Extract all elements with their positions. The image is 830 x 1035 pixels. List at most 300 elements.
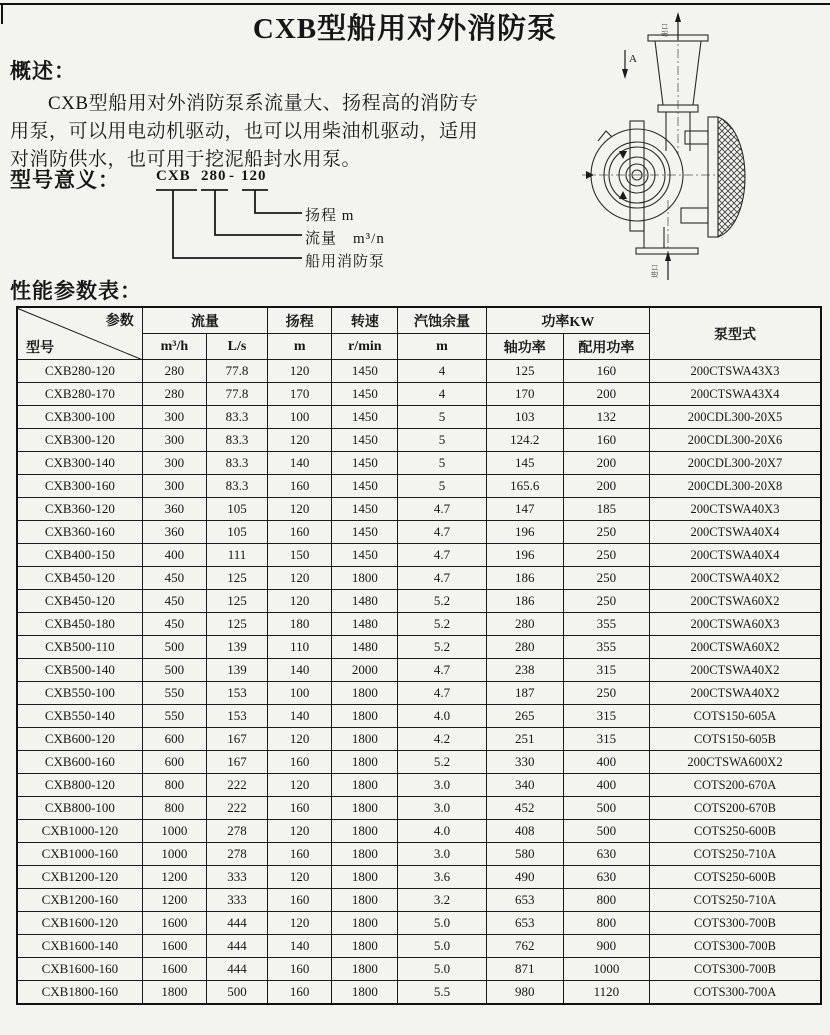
table-cell: 120 <box>268 567 332 590</box>
table-row <box>17 429 821 452</box>
table-cell: 800 <box>563 912 649 935</box>
table-cell: 5.2 <box>398 613 486 636</box>
table-cell: 186 <box>486 590 563 613</box>
performance-table <box>16 306 822 1005</box>
table-cell: COTS300-700B <box>650 912 821 935</box>
table-cell: 600 <box>142 751 206 774</box>
table-cell: 160 <box>563 360 649 383</box>
table-cell: 165.6 <box>486 475 563 498</box>
table-cell: CXB550-100 <box>17 682 142 705</box>
table-cell: 1800 <box>332 567 398 590</box>
table-cell: 3.6 <box>398 866 486 889</box>
table-cell: 5 <box>398 429 486 452</box>
table-cell: 200CDL300-20X7 <box>650 452 821 475</box>
table-cell: 355 <box>563 613 649 636</box>
table-row <box>17 360 821 383</box>
rated-power-header: 配用功率 <box>563 334 649 360</box>
table-cell: 4.7 <box>398 567 486 590</box>
table-cell: 278 <box>206 843 267 866</box>
table-cell: 4.0 <box>398 705 486 728</box>
table-cell: 4.7 <box>398 682 486 705</box>
table-cell: 153 <box>206 682 267 705</box>
table-cell: 1800 <box>332 751 398 774</box>
table-cell: 200 <box>563 452 649 475</box>
table-cell: COTS250-710A <box>650 843 821 866</box>
table-cell: 200CTSWA40X2 <box>650 567 821 590</box>
table-cell: 653 <box>486 912 563 935</box>
table-cell: 550 <box>142 705 206 728</box>
table-cell: CXB450-120 <box>17 590 142 613</box>
table-cell: 1800 <box>332 889 398 912</box>
table-cell: 5.2 <box>398 636 486 659</box>
table-cell: 120 <box>268 429 332 452</box>
table-cell: COTS200-670B <box>650 797 821 820</box>
table-row <box>17 498 821 521</box>
table-cell: 800 <box>142 774 206 797</box>
unit-m3h: m³/h <box>142 334 206 360</box>
table-cell: 1800 <box>332 958 398 981</box>
table-cell: 500 <box>142 636 206 659</box>
table-cell: CXB300-160 <box>17 475 142 498</box>
table-cell: CXB500-140 <box>17 659 142 682</box>
table-cell: 550 <box>142 682 206 705</box>
table-cell: 140 <box>268 659 332 682</box>
model-label-series: 船用消防泵 <box>305 254 386 270</box>
table-cell: 186 <box>486 567 563 590</box>
page-title: CXB型船用对外消防泵 <box>252 13 558 45</box>
table-cell: 315 <box>563 728 649 751</box>
table-cell: 120 <box>268 590 332 613</box>
table-row <box>17 843 821 866</box>
table-cell: 500 <box>563 820 649 843</box>
table-cell: 140 <box>268 705 332 728</box>
table-row <box>17 981 821 1005</box>
table-cell: 900 <box>563 935 649 958</box>
table-cell: 4 <box>398 360 486 383</box>
table-cell: 160 <box>268 797 332 820</box>
table-cell: 160 <box>563 429 649 452</box>
table-cell: 200CTSWA40X2 <box>650 659 821 682</box>
table-cell: 196 <box>486 521 563 544</box>
shaft-power-header: 轴功率 <box>486 334 563 360</box>
table-cell: 132 <box>563 406 649 429</box>
overview-heading: 概述： <box>10 59 76 83</box>
table-cell: 444 <box>206 935 267 958</box>
table-cell: 300 <box>142 452 206 475</box>
table-cell: 140 <box>268 935 332 958</box>
table-cell: CXB1200-160 <box>17 889 142 912</box>
table-cell: 1600 <box>142 935 206 958</box>
unit-head-m: m <box>268 334 332 360</box>
table-cell: 4.7 <box>398 544 486 567</box>
table-cell: 103 <box>486 406 563 429</box>
table-cell: 1800 <box>332 820 398 843</box>
table-cell: 355 <box>563 636 649 659</box>
table-cell: CXB450-180 <box>17 613 142 636</box>
model-label-head: 扬程 m <box>305 208 355 224</box>
table-cell: 1120 <box>563 981 649 1005</box>
table-cell: 200CTSWA60X2 <box>650 590 821 613</box>
table-cell: CXB360-160 <box>17 521 142 544</box>
table-cell: 1800 <box>142 981 206 1005</box>
table-cell: 1450 <box>332 429 398 452</box>
table-cell: 120 <box>268 774 332 797</box>
table-cell: 1450 <box>332 544 398 567</box>
table-row <box>17 889 821 912</box>
table-row <box>17 866 821 889</box>
overview-text-line: CXB型船用对外消防泵系流量大、扬程高的消防专 <box>48 93 479 114</box>
table-cell: 160 <box>268 889 332 912</box>
table-cell: 105 <box>206 498 267 521</box>
table-cell: 1000 <box>563 958 649 981</box>
table-cell: 408 <box>486 820 563 843</box>
table-cell: COTS250-710A <box>650 889 821 912</box>
table-cell: 200CDL300-20X8 <box>650 475 821 498</box>
table-cell: 167 <box>206 751 267 774</box>
table-cell: 600 <box>142 728 206 751</box>
table-cell: 265 <box>486 705 563 728</box>
table-cell: 333 <box>206 889 267 912</box>
table-cell: 3.2 <box>398 889 486 912</box>
table-cell: CXB600-160 <box>17 751 142 774</box>
pump-technical-drawing <box>578 5 824 295</box>
table-cell: 139 <box>206 636 267 659</box>
table-cell: 444 <box>206 958 267 981</box>
table-cell: 1800 <box>332 705 398 728</box>
table-row <box>17 406 821 429</box>
table-cell: 200CTSWA40X4 <box>650 544 821 567</box>
table-cell: COTS200-670A <box>650 774 821 797</box>
table-cell: 500 <box>563 797 649 820</box>
table-cell: 3.0 <box>398 774 486 797</box>
table-cell: 83.3 <box>206 475 267 498</box>
table-cell: 500 <box>206 981 267 1005</box>
table-cell: CXB1800-160 <box>17 981 142 1005</box>
table-cell: 153 <box>206 705 267 728</box>
table-cell: 1200 <box>142 866 206 889</box>
pump-type-col-header: 泵型式 <box>650 307 821 360</box>
table-row <box>17 774 821 797</box>
model-code-series: CXB <box>156 168 191 184</box>
table-cell: 360 <box>142 498 206 521</box>
table-cell: CXB550-140 <box>17 705 142 728</box>
table-cell: 5 <box>398 406 486 429</box>
table-cell: 200CTSWA40X4 <box>650 521 821 544</box>
table-cell: CXB500-110 <box>17 636 142 659</box>
table-cell: 1450 <box>332 521 398 544</box>
table-cell: 120 <box>268 912 332 935</box>
table-cell: COTS300-700B <box>650 935 821 958</box>
table-header <box>17 307 821 360</box>
table-cell: 4.0 <box>398 820 486 843</box>
table-cell: 1480 <box>332 636 398 659</box>
table-cell: 170 <box>486 383 563 406</box>
table-cell: COTS250-600B <box>650 866 821 889</box>
section-view-label: A <box>629 53 637 65</box>
table-cell: CXB360-120 <box>17 498 142 521</box>
table-cell: 200CTSWA60X2 <box>650 636 821 659</box>
table-cell: 5.0 <box>398 935 486 958</box>
table-cell: 630 <box>563 843 649 866</box>
table-cell: CXB1600-140 <box>17 935 142 958</box>
table-row <box>17 705 821 728</box>
table-cell: 160 <box>268 843 332 866</box>
table-cell: 762 <box>486 935 563 958</box>
table-cell: 1480 <box>332 613 398 636</box>
table-cell: 3.0 <box>398 843 486 866</box>
table-cell: CXB300-120 <box>17 429 142 452</box>
table-cell: 100 <box>268 682 332 705</box>
model-label-flow: 流量 m³/n <box>305 231 385 247</box>
table-cell: COTS300-700B <box>650 958 821 981</box>
table-cell: 450 <box>142 590 206 613</box>
table-cell: 280 <box>486 613 563 636</box>
table-cell: 1800 <box>332 728 398 751</box>
table-cell: 200CTSWA43X4 <box>650 383 821 406</box>
table-row <box>17 728 821 751</box>
inlet-arrow-label: 进口 <box>651 264 659 278</box>
table-cell: 120 <box>268 728 332 751</box>
corner-cell <box>17 307 142 360</box>
table-cell: 160 <box>268 521 332 544</box>
table-cell: 1200 <box>142 889 206 912</box>
table-cell: 250 <box>563 590 649 613</box>
table-row <box>17 521 821 544</box>
corner-model-label: 型号 <box>26 341 54 356</box>
table-cell: 300 <box>142 429 206 452</box>
power-group-header: 功率KW <box>486 307 649 334</box>
table-cell: COTS150-605A <box>650 705 821 728</box>
table-cell: 300 <box>142 475 206 498</box>
table-cell: 1000 <box>142 820 206 843</box>
table-cell: 83.3 <box>206 452 267 475</box>
table-cell: 125 <box>206 567 267 590</box>
table-cell: CXB400-150 <box>17 544 142 567</box>
table-cell: 83.3 <box>206 406 267 429</box>
table-cell: CXB800-100 <box>17 797 142 820</box>
table-cell: 1450 <box>332 498 398 521</box>
overview-text-line: 对消防供水，也可用于挖泥船封水用泵。 <box>10 149 362 170</box>
table-cell: 1600 <box>142 958 206 981</box>
table-cell: 1800 <box>332 866 398 889</box>
table-cell: 105 <box>206 521 267 544</box>
unit-npsh-m: m <box>398 334 486 360</box>
model-code-callout-lines <box>140 160 450 275</box>
table-cell: 1000 <box>142 843 206 866</box>
table-cell: 125 <box>486 360 563 383</box>
table-cell: 1800 <box>332 797 398 820</box>
table-cell: 5.0 <box>398 912 486 935</box>
table-cell: 1450 <box>332 475 398 498</box>
table-cell: 1600 <box>142 912 206 935</box>
table-cell: 139 <box>206 659 267 682</box>
table-cell: 444 <box>206 912 267 935</box>
table-cell: 120 <box>268 866 332 889</box>
table-cell: CXB800-120 <box>17 774 142 797</box>
table-cell: CXB280-170 <box>17 383 142 406</box>
page-left-edge-mark <box>1 4 3 24</box>
table-cell: 83.3 <box>206 429 267 452</box>
table-cell: 452 <box>486 797 563 820</box>
table-cell: 3.0 <box>398 797 486 820</box>
table-cell: CXB1000-120 <box>17 820 142 843</box>
table-cell: 200CTSWA600X2 <box>650 751 821 774</box>
table-cell: 160 <box>268 958 332 981</box>
table-cell: 147 <box>486 498 563 521</box>
table-row <box>17 544 821 567</box>
table-cell: 450 <box>142 567 206 590</box>
table-cell: 300 <box>142 406 206 429</box>
table-cell: 5.2 <box>398 751 486 774</box>
table-cell: 160 <box>268 751 332 774</box>
table-cell: 140 <box>268 452 332 475</box>
table-row <box>17 613 821 636</box>
table-cell: 200CTSWA40X2 <box>650 682 821 705</box>
table-row <box>17 797 821 820</box>
table-cell: COTS300-700A <box>650 981 821 1005</box>
table-cell: 200CDL300-20X6 <box>650 429 821 452</box>
unit-rmin: r/min <box>332 334 398 360</box>
table-cell: 200 <box>563 475 649 498</box>
model-code-separator: - <box>229 168 235 184</box>
table-cell: 5.0 <box>398 958 486 981</box>
table-row <box>17 935 821 958</box>
table-row <box>17 452 821 475</box>
table-cell: 653 <box>486 889 563 912</box>
table-cell: 280 <box>142 383 206 406</box>
table-cell: 280 <box>486 636 563 659</box>
table-cell: 1450 <box>332 383 398 406</box>
table-row <box>17 383 821 406</box>
table-cell: 222 <box>206 774 267 797</box>
table-cell: 180 <box>268 613 332 636</box>
table-cell: 980 <box>486 981 563 1005</box>
table-cell: 77.8 <box>206 360 267 383</box>
table-cell: CXB1200-120 <box>17 866 142 889</box>
table-cell: 185 <box>563 498 649 521</box>
table-cell: CXB1000-160 <box>17 843 142 866</box>
table-cell: 1800 <box>332 981 398 1005</box>
table-cell: CXB600-120 <box>17 728 142 751</box>
npsh-col-header: 汽蚀余量 <box>398 307 486 334</box>
table-cell: 124.2 <box>486 429 563 452</box>
table-cell: 4 <box>398 383 486 406</box>
table-cell: 125 <box>206 613 267 636</box>
table-row <box>17 636 821 659</box>
table-cell: 111 <box>206 544 267 567</box>
model-code-head: 120 <box>241 168 267 184</box>
table-row <box>17 958 821 981</box>
table-cell: 125 <box>206 590 267 613</box>
table-cell: 238 <box>486 659 563 682</box>
table-cell: 4.2 <box>398 728 486 751</box>
table-cell: 490 <box>486 866 563 889</box>
table-cell: 871 <box>486 958 563 981</box>
table-cell: 5 <box>398 452 486 475</box>
table-cell: 77.8 <box>206 383 267 406</box>
table-cell: 200CTSWA60X3 <box>650 613 821 636</box>
table-cell: 330 <box>486 751 563 774</box>
head-col-header: 扬程 <box>268 307 332 334</box>
param-table-body <box>17 360 821 1005</box>
table-cell: 360 <box>142 521 206 544</box>
table-cell: 1800 <box>332 682 398 705</box>
table-cell: 187 <box>486 682 563 705</box>
table-cell: 5.5 <box>398 981 486 1005</box>
overview-text-line: 用泵，可以用电动机驱动，也可以用柴油机驱动，适用 <box>10 121 479 142</box>
table-cell: 1450 <box>332 360 398 383</box>
table-cell: 100 <box>268 406 332 429</box>
table-cell: 250 <box>563 521 649 544</box>
table-cell: 150 <box>268 544 332 567</box>
table-cell: 200 <box>563 383 649 406</box>
table-cell: 315 <box>563 659 649 682</box>
table-cell: 160 <box>268 475 332 498</box>
table-cell: 167 <box>206 728 267 751</box>
table-row <box>17 912 821 935</box>
table-cell: COTS150-605B <box>650 728 821 751</box>
speed-col-header: 转速 <box>332 307 398 334</box>
table-cell: 120 <box>268 360 332 383</box>
table-cell: 4.7 <box>398 521 486 544</box>
table-cell: 580 <box>486 843 563 866</box>
performance-table-heading: 性能参数表： <box>10 279 142 303</box>
table-cell: 250 <box>563 682 649 705</box>
flow-group-header: 流量 <box>142 307 267 334</box>
table-cell: 400 <box>563 751 649 774</box>
table-cell: 500 <box>142 659 206 682</box>
table-cell: 196 <box>486 544 563 567</box>
model-code-flow: 280 <box>201 168 227 184</box>
table-row <box>17 659 821 682</box>
table-cell: 1480 <box>332 590 398 613</box>
table-cell: 160 <box>268 981 332 1005</box>
table-cell: 5.2 <box>398 590 486 613</box>
table-cell: 315 <box>563 705 649 728</box>
table-cell: CXB450-120 <box>17 567 142 590</box>
table-cell: CXB300-100 <box>17 406 142 429</box>
table-cell: 250 <box>563 567 649 590</box>
table-cell: 1800 <box>332 935 398 958</box>
table-cell: 280 <box>142 360 206 383</box>
table-cell: 110 <box>268 636 332 659</box>
table-row <box>17 682 821 705</box>
corner-param-label: 参数 <box>105 314 134 329</box>
table-cell: 4.7 <box>398 659 486 682</box>
table-cell: CXB280-120 <box>17 360 142 383</box>
table-cell: 222 <box>206 797 267 820</box>
table-cell: 800 <box>563 889 649 912</box>
table-row <box>17 751 821 774</box>
table-cell: 2000 <box>332 659 398 682</box>
unit-ls: L/s <box>206 334 267 360</box>
table-row <box>17 820 821 843</box>
table-cell: 250 <box>563 544 649 567</box>
table-cell: 4.7 <box>398 498 486 521</box>
table-cell: 251 <box>486 728 563 751</box>
table-cell: 170 <box>268 383 332 406</box>
table-row <box>17 567 821 590</box>
table-cell: 333 <box>206 866 267 889</box>
table-cell: 450 <box>142 613 206 636</box>
table-cell: 5 <box>398 475 486 498</box>
table-cell: 400 <box>142 544 206 567</box>
table-cell: 278 <box>206 820 267 843</box>
table-cell: 1800 <box>332 774 398 797</box>
table-cell: 400 <box>563 774 649 797</box>
table-cell: 120 <box>268 498 332 521</box>
table-cell: 200CDL300-20X5 <box>650 406 821 429</box>
